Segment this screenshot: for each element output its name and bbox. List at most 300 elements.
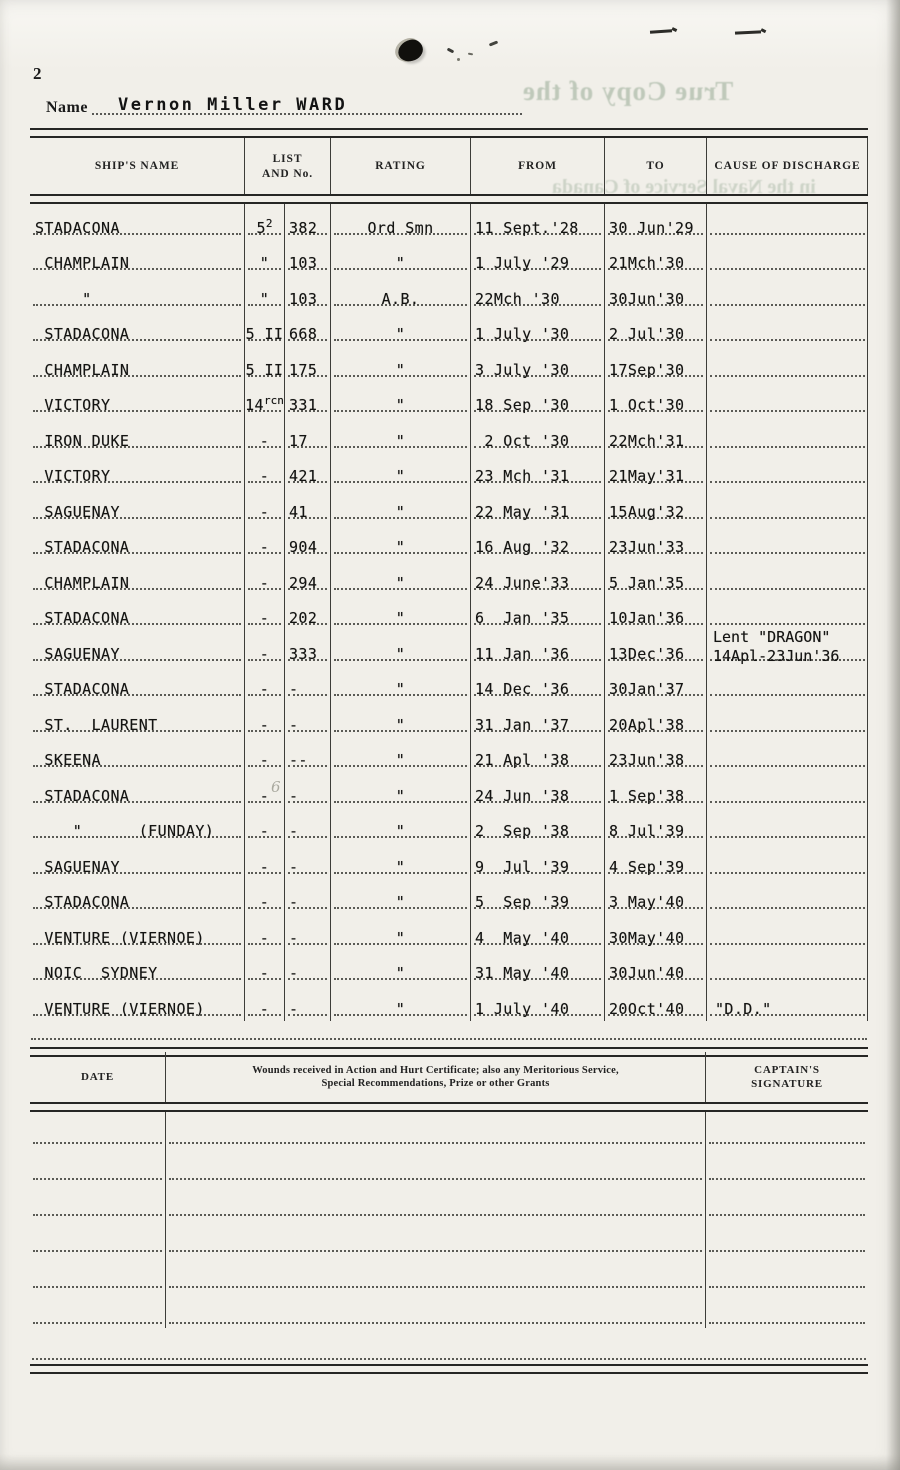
cell-value: 13Dec'36 [609, 644, 685, 663]
cell-cause [706, 346, 868, 382]
cell-value: VICTORY [35, 467, 111, 485]
cell-mid [165, 1292, 705, 1328]
cell-lista [244, 808, 284, 844]
cell-value: - [259, 609, 270, 627]
cell-ship [30, 772, 244, 808]
cell-value: - [289, 999, 299, 1018]
cell-listb [284, 275, 330, 311]
cell-value: 23Jun'38 [609, 751, 685, 769]
dotted-rule [710, 552, 865, 554]
header-list-and-no [244, 138, 330, 194]
cell-date [30, 1184, 165, 1220]
header-label: DATE [81, 1071, 114, 1083]
cell-value: " [395, 573, 406, 592]
cell-value: - [259, 893, 270, 911]
cell-value: 21 Apl '38 [475, 751, 570, 769]
cell-value: - [259, 751, 270, 769]
cell-rating [330, 204, 470, 240]
dotted-rule [169, 1214, 702, 1216]
cell-value: 23 Mch '31 [475, 467, 570, 485]
cell-mid [165, 1148, 705, 1184]
cell-value: " [395, 254, 406, 272]
dotted-rule [169, 1142, 702, 1144]
cell-to [604, 701, 706, 737]
dotted-rule [710, 907, 865, 909]
cell-value: " [259, 254, 270, 272]
cell-to [604, 950, 706, 986]
cell-from [470, 346, 604, 382]
cell-value: CHAMPLAIN [35, 254, 130, 272]
dotted-rule [710, 588, 865, 590]
cell-from [470, 488, 604, 524]
dotted-rule [710, 481, 865, 483]
cell-rating [330, 630, 470, 666]
cell-value: 30May'40 [609, 928, 685, 947]
cell-ship [30, 843, 244, 879]
header-from [470, 138, 604, 194]
list-superscript: 2 [265, 216, 273, 230]
service-table-header [30, 138, 868, 194]
cell-value: SKEENA [35, 751, 102, 769]
cell-value: " (FUNDAY) [35, 822, 215, 840]
cell-value: 16 Aug '32 [475, 538, 570, 556]
table-row [30, 985, 867, 1021]
cell-value: 21May'31 [609, 467, 685, 485]
cell-to [604, 879, 706, 915]
cell-listb [284, 346, 330, 382]
cell-from [470, 595, 604, 631]
name-label: Name [46, 99, 88, 116]
cell-lista [244, 879, 284, 915]
header-wounds [165, 1052, 705, 1102]
cell-value: - [259, 680, 270, 698]
table-top-rule [30, 128, 868, 138]
cell-from [470, 311, 604, 347]
cell-to [604, 346, 706, 382]
cell-listb [284, 737, 330, 773]
cell-to [604, 453, 706, 489]
cell-to [604, 985, 706, 1021]
cell-lista [244, 204, 284, 240]
cell-value: 2 Oct '30 [475, 431, 570, 450]
table-row [30, 737, 867, 773]
cell-lista [244, 772, 284, 808]
cell-cause [706, 666, 868, 702]
notes-bottom-rule [30, 1364, 868, 1374]
table-row [30, 879, 867, 915]
cell-value: SAGUENAY [35, 502, 120, 521]
table-row [30, 240, 867, 276]
table-row [30, 488, 867, 524]
cell-value: - [259, 786, 270, 805]
dotted-rule [33, 1178, 162, 1180]
cell-rating [330, 595, 470, 631]
cell-to [604, 311, 706, 347]
staple-mark [735, 30, 761, 34]
cell-value: VENTURE (VIERNOE) [35, 928, 205, 947]
cell-rating [330, 701, 470, 737]
table-row [30, 417, 867, 453]
header-cause-of-discharge [706, 138, 868, 194]
notes-table [30, 1052, 868, 1374]
cell-rating [330, 346, 470, 382]
cell-value: " [395, 325, 406, 343]
cell-from [470, 240, 604, 276]
cell-cause [706, 737, 868, 773]
cell-value: NOIC SYDNEY [35, 964, 158, 982]
cell-value: 6 Jan '35 [475, 609, 570, 627]
dotted-rule [710, 304, 865, 306]
cell-value: 331 [289, 396, 318, 414]
table-row [30, 382, 867, 418]
cell-value: 382 [289, 218, 318, 237]
cell-value: - [259, 538, 270, 556]
pencil-note: 6 [271, 777, 281, 796]
cell-lista [244, 382, 284, 418]
cell-ship [30, 559, 244, 595]
cell-value: 18 Sep '30 [475, 396, 570, 414]
cell-value: " [395, 964, 406, 982]
cell-from [470, 737, 604, 773]
notes-empty-row [30, 1184, 868, 1220]
cell-value: - [289, 680, 299, 698]
cell-value: " [395, 502, 406, 521]
cell-value: 5 II [245, 360, 284, 379]
header-label: Wounds received in Action and Hurt Certificate; also any Meritorious Service, [252, 1065, 619, 1076]
cell-lista [244, 559, 284, 595]
cell-value: - [259, 928, 270, 947]
dotted-rule [709, 1214, 865, 1216]
name-value: Vernon Miller WARD [118, 95, 348, 115]
ink-speck [489, 40, 498, 46]
cell-from [470, 275, 604, 311]
table-row [30, 627, 867, 666]
cell-ship [30, 417, 244, 453]
staple-mark [650, 29, 672, 34]
cell-to [604, 524, 706, 560]
cell-cause [706, 453, 868, 489]
dotted-rule [33, 1214, 162, 1216]
ink-speck [468, 53, 473, 56]
header-rating [330, 138, 470, 194]
cell-value: 8 Jul'39 [609, 822, 685, 840]
cell-cause [706, 843, 868, 879]
cell-lista [244, 346, 284, 382]
cell-value: - [259, 822, 270, 840]
cause-line: 14Apl-23Jun'36 [713, 646, 840, 665]
cell-lista [244, 914, 284, 950]
cell-ship [30, 204, 244, 240]
cell-listb [284, 417, 330, 453]
cell-value: 15Aug'32 [609, 502, 685, 521]
cell-rating [330, 524, 470, 560]
cell-lista [244, 311, 284, 347]
cell-rating [330, 453, 470, 489]
cell-listb [284, 524, 330, 560]
cell-lista [244, 453, 284, 489]
cell-ship [30, 240, 244, 276]
cell-sig [705, 1184, 868, 1220]
cell-value: 5 II [245, 325, 284, 343]
cell-ship [30, 737, 244, 773]
cell-value: 30Jan'37 [609, 680, 685, 698]
cell-lista [244, 595, 284, 631]
cell-value: " [395, 893, 406, 911]
dotted-rule [710, 268, 865, 270]
cell-lista [244, 275, 284, 311]
cell-value: STADACONA [35, 680, 130, 698]
cell-cause [706, 701, 868, 737]
cell-value: - [259, 999, 270, 1018]
cell-sig [705, 1220, 868, 1256]
cell-value: " [259, 289, 270, 308]
table-row [30, 772, 867, 808]
cell-value: STADACONA [35, 893, 130, 911]
cell-ship [30, 382, 244, 418]
cell-value: VICTORY [35, 396, 111, 414]
cell-value: 1 Oct'30 [609, 396, 685, 414]
cell-ship [30, 950, 244, 986]
cell-to [604, 737, 706, 773]
cell-cause [706, 879, 868, 915]
cell-rating [330, 914, 470, 950]
cell-ship [30, 630, 244, 666]
cell-cause [706, 914, 868, 950]
cell-value: " [395, 609, 406, 627]
cell-to [604, 559, 706, 595]
list-superscript: rcn [264, 394, 284, 407]
cell-value: - [259, 857, 270, 876]
header-to [604, 138, 706, 194]
table-row [30, 666, 867, 702]
cell-cause [706, 417, 868, 453]
cell-value: - [289, 715, 299, 734]
cell-value: 31 Jan '37 [475, 715, 570, 734]
cell-value: - [289, 822, 299, 840]
cell-sig [705, 1256, 868, 1292]
cell-rating [330, 737, 470, 773]
cell-sig [705, 1148, 868, 1184]
cell-value: 1 July '29 [475, 254, 570, 272]
cell-rating [330, 559, 470, 595]
dotted-rule [709, 1286, 865, 1288]
cell-listb [284, 772, 330, 808]
dotted-rule [169, 1286, 702, 1288]
dotted-rule [710, 517, 865, 519]
cell-value: 1 Sep'38 [609, 786, 685, 805]
notes-table-body [30, 1112, 868, 1364]
cell-cause [706, 559, 868, 595]
cell-ship [30, 488, 244, 524]
cell-lista [244, 488, 284, 524]
cell-value: Ord Smn [367, 218, 434, 237]
cell-lista [244, 985, 284, 1021]
cell-listb [284, 985, 330, 1021]
cell-value: 1 July '30 [475, 325, 570, 343]
cell-ship [30, 275, 244, 311]
cell-value: - [259, 644, 270, 663]
cell-value: 4 May '40 [475, 928, 570, 947]
cell-cause [706, 524, 868, 560]
table-row [30, 914, 867, 950]
cell-value: 4 Sep'39 [609, 857, 685, 876]
cell-cause [706, 808, 868, 844]
header-label: SHIP'S NAME [94, 160, 180, 172]
cell-value: 11 Jan '36 [475, 644, 570, 663]
cell-sig [705, 1112, 868, 1148]
cell-to [604, 630, 706, 666]
service-table-body [30, 204, 868, 1021]
cell-value: - [289, 857, 299, 876]
cell-value: - [289, 928, 299, 947]
cell-value: 103 [289, 254, 318, 272]
cell-value: VENTURE (VIERNOE) [35, 999, 205, 1018]
notes-empty-row [30, 1328, 868, 1364]
header-label: RATING [375, 160, 426, 172]
cell-rating [330, 843, 470, 879]
cell-value: 5 Jan'35 [609, 573, 685, 592]
header-label: CAPTAIN'S [754, 1064, 820, 1076]
notes-empty-row [30, 1292, 868, 1328]
cell-cause [706, 382, 868, 418]
cell-value: - [259, 715, 270, 734]
cell-ship [30, 914, 244, 950]
cell-from [470, 666, 604, 702]
notes-empty-row [30, 1112, 868, 1148]
cell-ship [30, 985, 244, 1021]
cell-rating [330, 240, 470, 276]
cell-value: CHAMPLAIN [35, 573, 130, 592]
dotted-rule [709, 1322, 865, 1324]
cell-value: 5 Sep '39 [475, 893, 570, 911]
cell-value: 668 [289, 325, 318, 343]
cell-ship [30, 346, 244, 382]
cell-mid [165, 1112, 705, 1148]
cause-multiline [713, 628, 839, 666]
cell-date [30, 1112, 165, 1148]
cell-value: " [395, 360, 406, 379]
cell-value: 11 Sept.'28 [475, 218, 579, 237]
cell-value: " [395, 431, 406, 450]
cell-rating [330, 950, 470, 986]
cell-to [604, 382, 706, 418]
cell-listb [284, 950, 330, 986]
cell-to [604, 843, 706, 879]
cell-rating [330, 417, 470, 453]
dotted-rule [169, 1178, 702, 1180]
table-row [30, 701, 867, 737]
header-bottom-rule [30, 194, 868, 204]
cell-cause [706, 950, 868, 986]
dotted-rule [169, 1322, 702, 1324]
cell-ship [30, 808, 244, 844]
cell-listb [284, 701, 330, 737]
cell-value: " [395, 715, 406, 734]
cell-value: SAGUENAY [35, 857, 120, 876]
cell-value: $14^{rcn}$ [245, 394, 284, 414]
cell-cause [706, 772, 868, 808]
cell-value: 175 [289, 360, 318, 379]
cell-rating [330, 879, 470, 915]
cell-from [470, 914, 604, 950]
cell-value: 3 July '30 [475, 360, 570, 379]
cell-value: 9 Jul '39 [475, 857, 570, 876]
cell-value: 21Mch'30 [609, 254, 685, 272]
cell-sig [705, 1292, 868, 1328]
cell-listb [284, 559, 330, 595]
cell-to [604, 914, 706, 950]
dotted-rule [709, 1142, 865, 1144]
header-label: Special Recommendations, Prize or other Grants [321, 1078, 550, 1089]
cell-value: " [395, 396, 406, 414]
notes-empty-row [30, 1256, 868, 1292]
cell-from [470, 204, 604, 240]
table-row [30, 204, 867, 240]
cell-to [604, 772, 706, 808]
bleedthrough-text: True Copy of the [522, 76, 734, 106]
cell-listb [284, 488, 330, 524]
cell-listb [284, 453, 330, 489]
table-row [30, 808, 867, 844]
cell-value: 103 [289, 289, 318, 308]
header-label: FROM [518, 160, 557, 172]
cell-value: 904 [289, 538, 318, 556]
cell-date [30, 1256, 165, 1292]
cell-listb [284, 595, 330, 631]
cell-value: 2 Jul'30 [609, 325, 685, 343]
cell-value: 10Jan'36 [609, 609, 685, 627]
cell-value: - [259, 573, 270, 592]
table-row [30, 453, 867, 489]
dotted-rule [710, 872, 865, 874]
cell-value: 20Apl'38 [609, 715, 685, 734]
cell-to [604, 240, 706, 276]
cell-rating [330, 275, 470, 311]
cell-value: - [259, 964, 270, 982]
cell-value: 24 Jun '38 [475, 786, 570, 805]
cell-lista [244, 666, 284, 702]
cell-ship [30, 595, 244, 631]
cell-date [30, 1148, 165, 1184]
cell-value: 22Mch'31 [609, 431, 685, 450]
cell-value: 31 May '40 [475, 964, 570, 982]
cell-value: " [35, 289, 92, 308]
cell-value: " [395, 822, 406, 840]
cell-value: " [395, 644, 406, 663]
header-label: TO [646, 160, 665, 172]
cell-value: 2 Sep '38 [475, 822, 570, 840]
cell-listb [284, 240, 330, 276]
cell-value: STADACONA [35, 218, 120, 237]
cell-from [470, 417, 604, 453]
cell-to [604, 204, 706, 240]
cell-ship [30, 311, 244, 347]
cell-value: 30 Jun'29 [609, 218, 694, 237]
cell-value: STADACONA [35, 325, 130, 343]
cell-from [470, 950, 604, 986]
dotted-rule [710, 410, 865, 412]
dotted-rule [710, 233, 865, 235]
cell-value: " [395, 928, 406, 947]
cell-listb [284, 808, 330, 844]
cell-value: STADACONA [35, 538, 130, 556]
cell-cause [706, 488, 868, 524]
cell-value: "D.D." [715, 999, 772, 1018]
cell-cause [706, 985, 868, 1021]
dotted-rule [710, 943, 865, 945]
cell-to [604, 417, 706, 453]
cell-ship [30, 879, 244, 915]
